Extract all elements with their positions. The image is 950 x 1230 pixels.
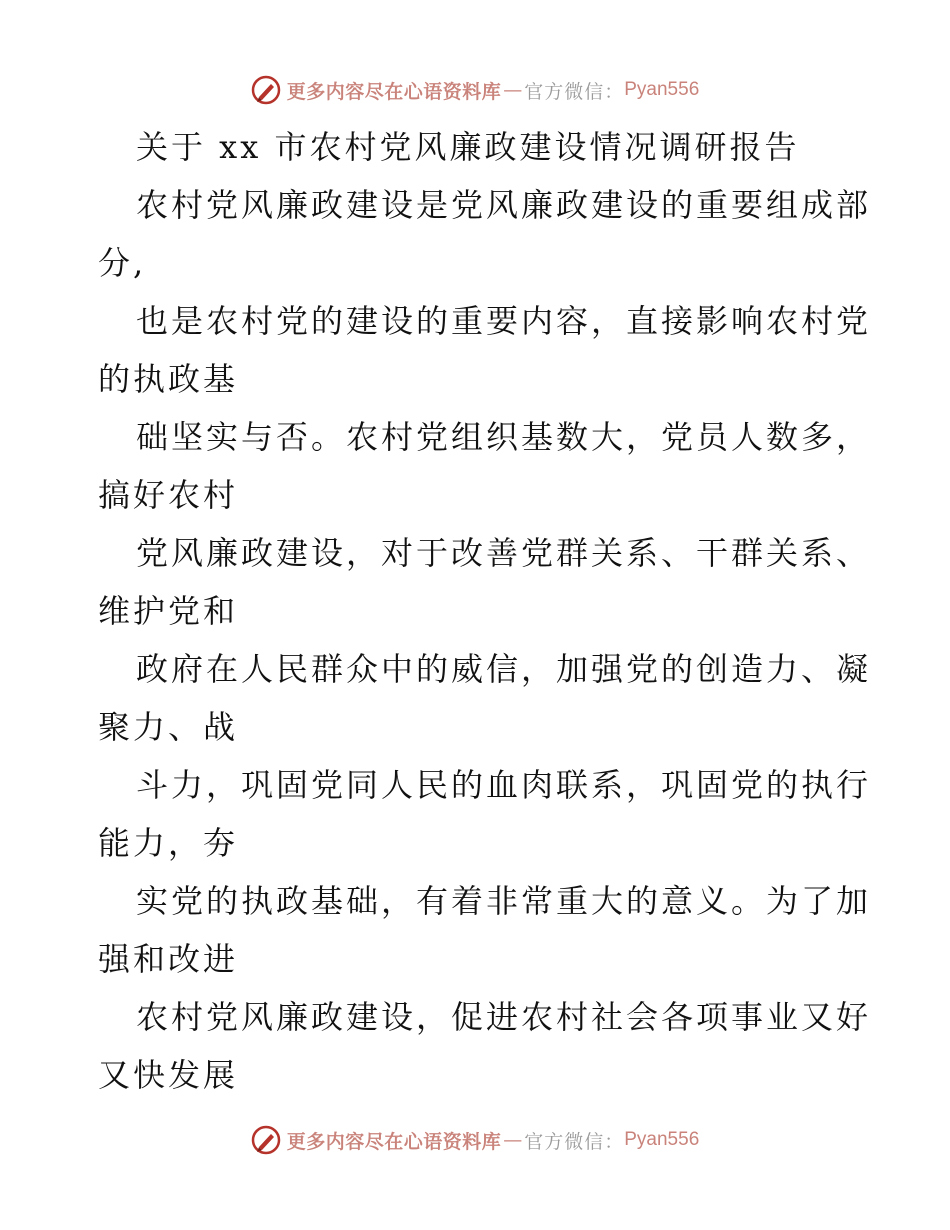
- header-label: 官方微信：: [524, 80, 625, 103]
- text-line: 农村党风廉政建设是党风廉政建设的重要组成部: [136, 186, 872, 224]
- pen-logo-icon: [251, 75, 281, 105]
- header-brand: 更多内容尽在心语资料库: [286, 80, 502, 103]
- text-line: 搞好农村: [98, 476, 239, 514]
- header-watermark: [0, 72, 950, 108]
- footer-brand: 更多内容尽在心语资料库: [286, 1130, 502, 1153]
- text-line: 分,: [98, 244, 147, 282]
- document-title: 关于 xx 市农村党风廉政建设情况调研报告: [136, 128, 800, 166]
- text-line: 的执政基: [98, 360, 239, 398]
- text-line: 又快发展: [98, 1056, 239, 1094]
- text-line: 也是农村党的建设的重要内容，直接影响农村党: [136, 302, 872, 340]
- document-body: [98, 118, 872, 1104]
- header-dash: —: [503, 79, 523, 101]
- text-line: 政府在人民群众中的威信，加强党的创造力、凝: [136, 650, 872, 688]
- footer-label: 官方微信：: [524, 1130, 625, 1153]
- pen-logo-icon: [251, 1125, 281, 1155]
- text-line: 党风廉政建设，对于改善党群关系、干群关系、: [136, 534, 872, 572]
- text-line: 强和改进: [98, 940, 239, 978]
- text-line: 实党的执政基础，有着非常重大的意义。为了加: [136, 882, 872, 920]
- text-line: 础坚实与否。农村党组织基数大，党员人数多，: [136, 418, 872, 456]
- text-line: 能力，夯: [98, 824, 239, 862]
- footer-watermark: [0, 1122, 950, 1158]
- footer-wechat: Pyan556: [624, 1129, 700, 1150]
- text-line: 聚力、战: [98, 708, 239, 746]
- text-line: 斗力，巩固党同人民的血肉联系，巩固党的执行: [136, 766, 872, 804]
- text-line: 维护党和: [98, 592, 239, 630]
- text-line: 农村党风廉政建设，促进农村社会各项事业又好: [136, 998, 872, 1036]
- footer-dash: —: [503, 1129, 523, 1151]
- header-wechat: Pyan556: [624, 79, 700, 100]
